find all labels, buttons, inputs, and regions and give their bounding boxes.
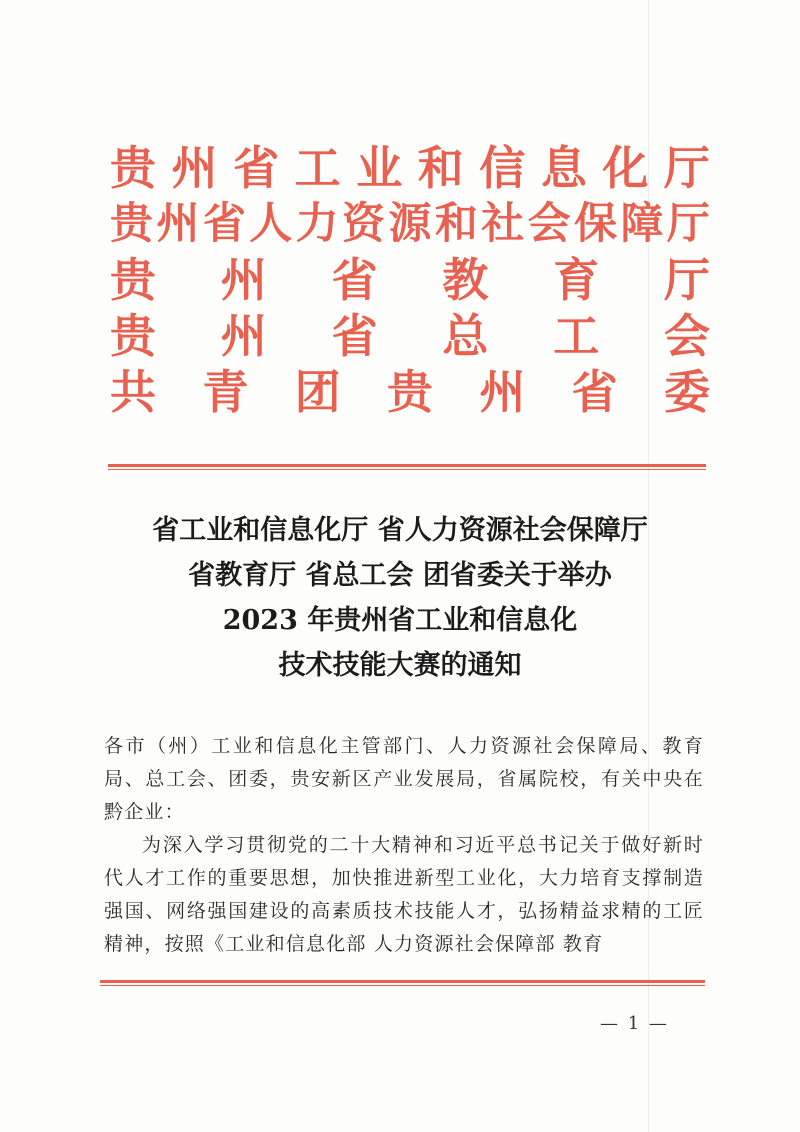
document-body	[104, 730, 704, 961]
letterhead-char: 省	[233, 141, 280, 195]
header-red-rule	[108, 464, 706, 470]
letterhead-char: 州	[220, 309, 267, 363]
letterhead-char: 育	[553, 253, 600, 307]
letterhead-char: 工	[294, 141, 341, 195]
letterhead-char: 保	[574, 199, 618, 249]
letterhead-char: 贵	[110, 199, 153, 249]
document-title	[110, 508, 690, 688]
title-line-1: 省工业和信息化厅 省人力资源社会保障厅	[152, 515, 648, 546]
letterhead-char: 厅	[663, 141, 710, 195]
letterhead-char: 和	[434, 199, 478, 249]
letterhead-char: 社	[481, 199, 525, 249]
letterhead-char: 州	[156, 199, 200, 249]
letterhead-char: 源	[388, 199, 432, 249]
letterhead-char: 化	[602, 141, 649, 195]
title-line-3: 2023 年贵州省工业和信息化	[222, 605, 578, 636]
letterhead-char: 工	[553, 309, 600, 363]
rule-thick	[100, 980, 705, 983]
letterhead-char: 贵	[110, 253, 156, 307]
letterhead-char: 厅	[666, 199, 710, 249]
letterhead-char: 团	[294, 365, 341, 419]
letterhead-char: 贵	[110, 141, 156, 195]
letterhead-line-union	[110, 308, 710, 364]
letterhead-char: 障	[620, 199, 664, 249]
letterhead-line-hr	[110, 196, 710, 252]
letterhead-char: 委	[663, 365, 710, 419]
letterhead-char: 省	[202, 199, 246, 249]
letterhead-char: 厅	[663, 253, 710, 307]
letterhead-char: 教	[442, 253, 489, 307]
letterhead-char: 资	[342, 199, 386, 249]
recipients-paragraph: 各市（州）工业和信息化主管部门、人力资源社会保障局、教育局、总工会、团委，贵安新区产业发展局，省属院校，有关中央在黔企业：	[104, 735, 704, 823]
letterhead-char: 和	[417, 141, 464, 195]
letterhead-char: 州	[479, 365, 526, 419]
letterhead-line-industry	[110, 140, 710, 196]
footer-red-rule	[100, 980, 705, 986]
letterhead-char: 共	[110, 365, 156, 419]
title-line-2: 省教育厅 省总工会 团省委关于举办	[188, 560, 612, 591]
letterhead-char: 青	[202, 365, 249, 419]
letterhead-char: 省	[331, 309, 378, 363]
letterhead-char: 息	[540, 141, 587, 195]
letterhead-char: 会	[663, 309, 710, 363]
letterhead-char: 州	[171, 141, 218, 195]
letterhead-char: 业	[356, 141, 403, 195]
letterhead-char: 贵	[386, 365, 433, 419]
rule-thin	[100, 985, 705, 986]
title-line-4: 技术技能大赛的通知	[278, 650, 522, 681]
letterhead-char: 省	[331, 253, 378, 307]
rule-thin	[108, 469, 706, 470]
letterhead-line-education	[110, 252, 710, 308]
letterhead-char: 力	[295, 199, 339, 249]
letterhead-char: 州	[220, 253, 267, 307]
letterhead-line-youth-league	[110, 364, 710, 420]
body-paragraph-1: 为深入学习贯彻党的二十大精神和习近平总书记关于做好新时代人才工作的重要思想，加快推进新型工业化，大力培育支撑制造强国、网络强国建设的高素质技术技能人才，弘扬精益求精的工匠精神，按照《工业和信息化部 人力资源社会保障部 教育	[104, 834, 704, 955]
page-number: — 1 —	[600, 1013, 669, 1034]
rule-thick	[108, 464, 706, 467]
letterhead	[110, 140, 710, 420]
letterhead-char: 省	[571, 365, 618, 419]
letterhead-char: 总	[442, 309, 489, 363]
letterhead-char: 会	[527, 199, 571, 249]
letterhead-char: 信	[479, 141, 526, 195]
letterhead-char: 贵	[110, 309, 156, 363]
letterhead-char: 人	[249, 199, 293, 249]
